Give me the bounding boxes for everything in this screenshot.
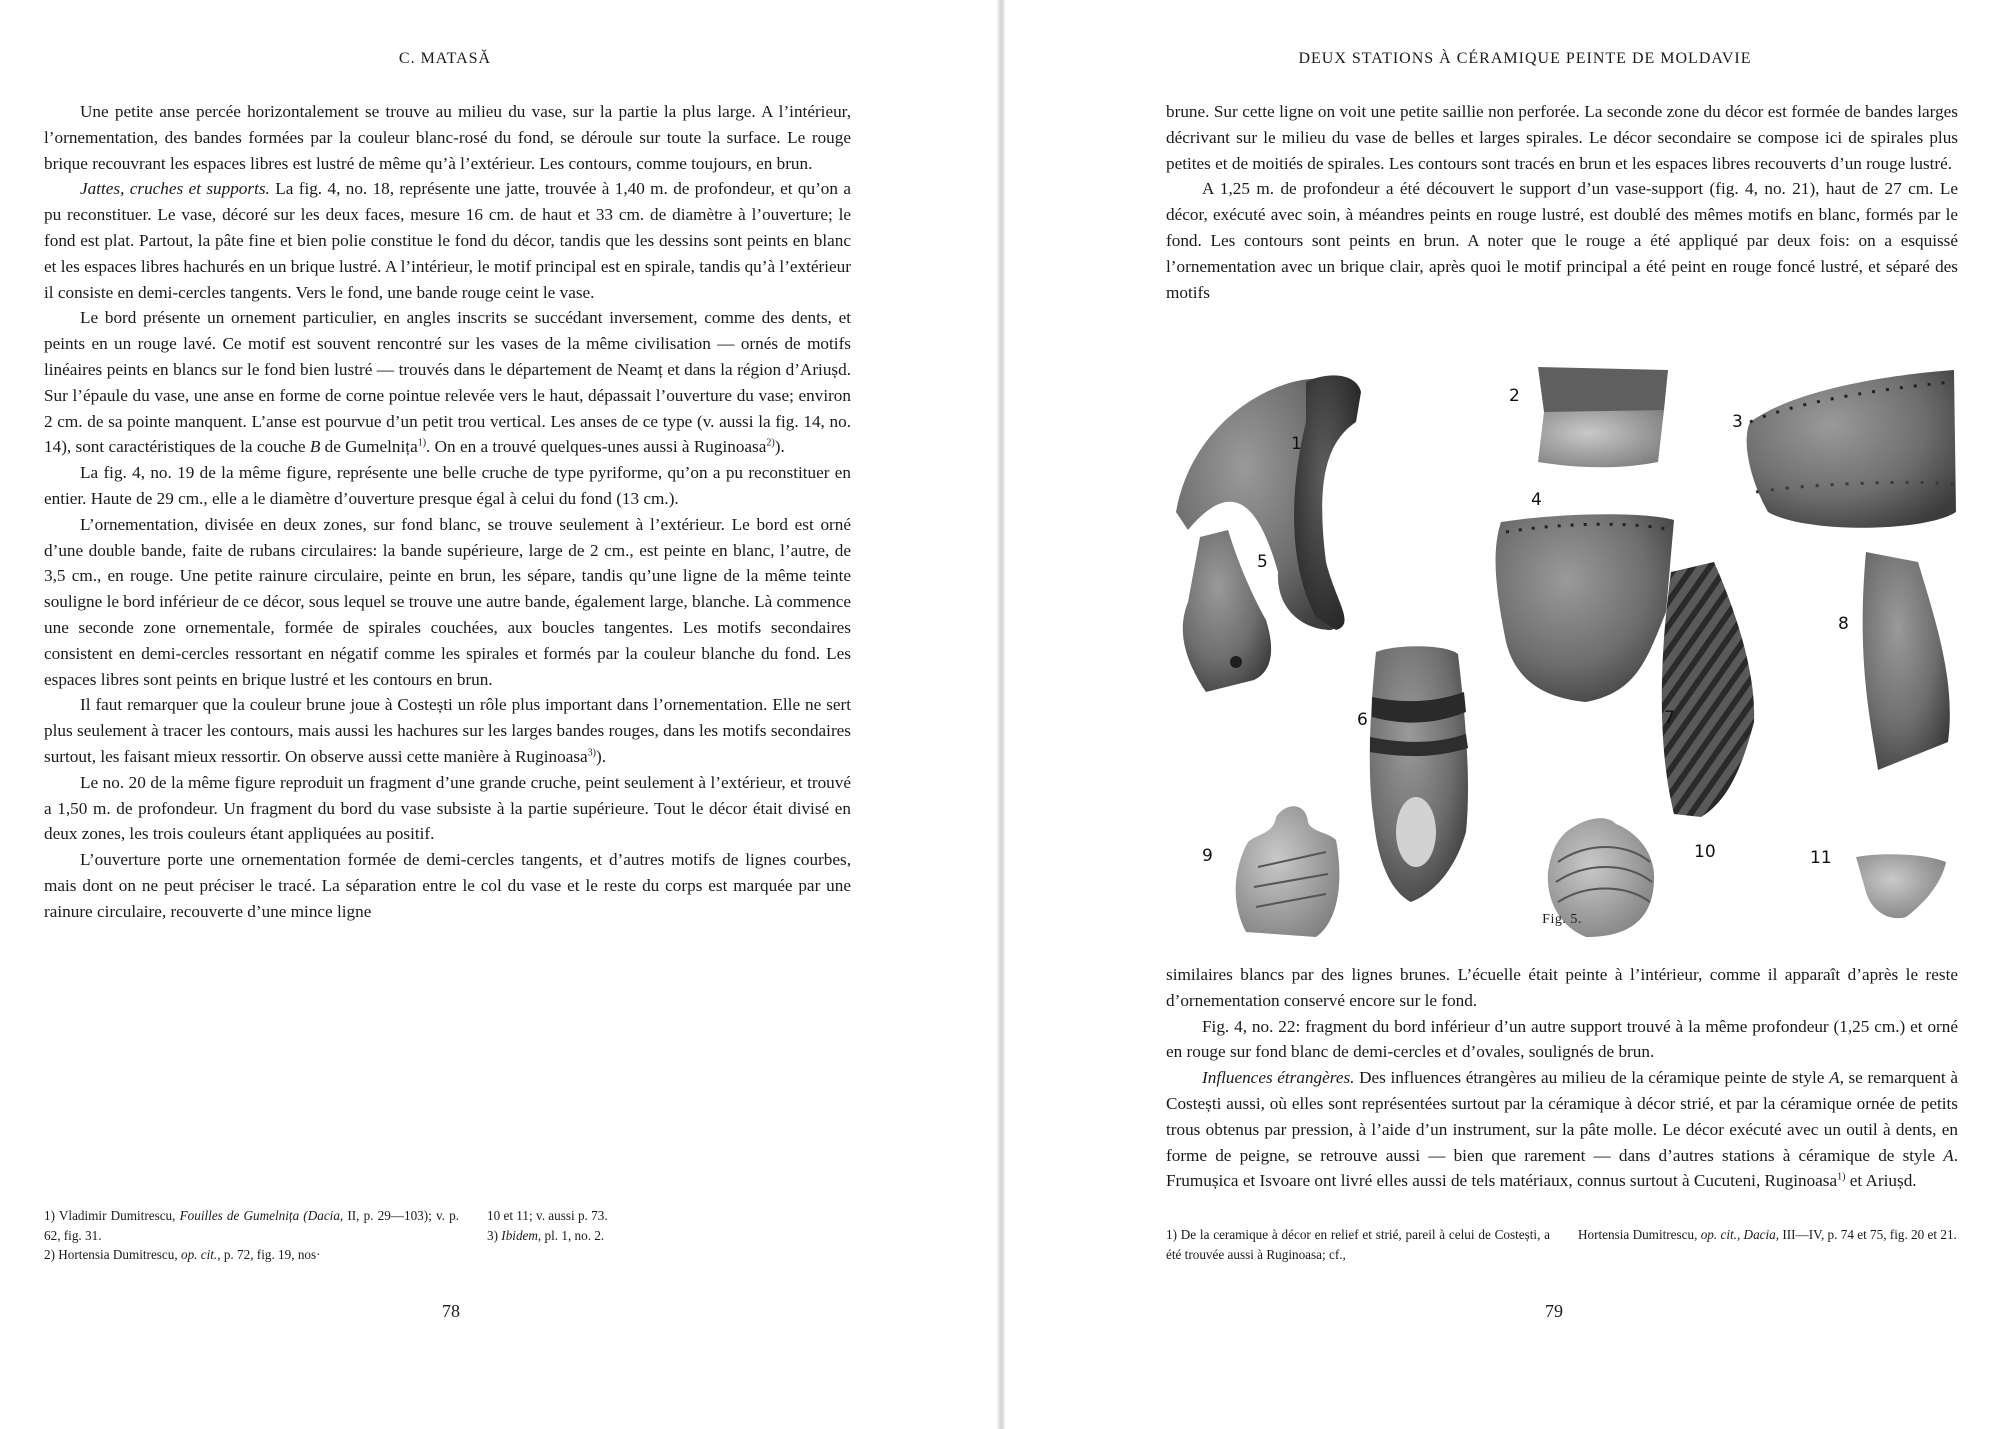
text-run: ). xyxy=(596,746,607,766)
text-run: B xyxy=(309,437,321,457)
paragraph xyxy=(44,770,851,847)
left-footnotes xyxy=(44,1206,856,1265)
footnote-ref: 3) xyxy=(587,747,596,759)
text-run: Fouilles de Gumelnița (Dacia, xyxy=(179,1208,344,1223)
running-head-left: C. MATASĂ xyxy=(398,50,492,67)
paragraph: similaires blancs par des lignes brunes. L’écuelle était peinte à l’intérieur, comme il apparaît d’après le reste d’ornementation conservé encore sur le fond. xyxy=(1166,965,1958,1010)
text-run: . On en a trouvé quelques-unes aussi à Ruginoasa xyxy=(426,437,767,457)
paragraph xyxy=(1166,1065,1958,1194)
footnote-3 xyxy=(487,1226,856,1246)
text-run: , p. 72, fig. 19, nos· xyxy=(217,1247,321,1262)
text-run: A xyxy=(1829,1068,1840,1088)
shard-3 xyxy=(1747,370,1956,528)
figure-number-7: 7 xyxy=(1664,708,1675,728)
footnote-column xyxy=(44,1206,459,1265)
paragraph xyxy=(44,99,851,176)
shard-8 xyxy=(1863,552,1950,770)
text-run: de Gumelnița xyxy=(320,437,418,457)
footnote-2 xyxy=(44,1245,459,1265)
right-page xyxy=(1000,0,2000,1429)
shard-6-oval xyxy=(1396,797,1436,867)
text-run: , pl. 1, no. 2. xyxy=(537,1227,605,1243)
left-body-text xyxy=(44,99,851,925)
paragraph xyxy=(44,847,851,924)
text-run: III—IV, p. 74 et 75, fig. 20 et 21. xyxy=(1779,1227,1957,1242)
text-run: ). xyxy=(774,437,785,457)
footnote-ref: 1) xyxy=(1837,1171,1846,1183)
figure-number-1: 1 xyxy=(1291,434,1302,454)
section-heading-inline: Jattes, cruches et supports. xyxy=(80,179,270,199)
right-body-text-top xyxy=(1166,99,1958,305)
figure-caption: Fig. 5. xyxy=(1542,912,1582,927)
text-run: Une petite anse percée horizontalement se trouve au milieu du vase, sur la partie la plus large. A l’intérieur, l’ornementation, des bandes formées par la couleur blanc-rosé du fond, se déroule sur toute la surface. Le rouge brique recouvrant les espaces libres est lustré de même qu’à l’extérieur. Les contours, comme toujours, en brun. xyxy=(44,102,851,173)
footnote-column xyxy=(487,1206,856,1265)
text-run: et Ariușd. xyxy=(1845,1171,1917,1191)
paragraph: brune. Sur cette ligne on voit une petite saillie non perforée. La seconde zone du décor est formée de bandes larges décrivant sur le milieu du vase de belles et larges spirales. Le décor secondaire se compose ici de spirales plus petites et de moitiés de spirales. Les contours sont tracés en brun et les espaces libres recouverts d’un rouge lustré. xyxy=(1166,102,1958,173)
text-run: 2) Hortensia Dumitrescu, xyxy=(44,1247,181,1262)
figure-5-pottery-fragments xyxy=(1166,362,1958,938)
figure-number-9: 9 xyxy=(1202,846,1213,866)
footnote-2-continued: 10 et 11; v. aussi p. 73. xyxy=(487,1208,608,1223)
text-run: Ibidem xyxy=(501,1227,538,1243)
footnote-ref: 2) xyxy=(766,437,775,449)
text-run: L’ornementation, divisée en deux zones, sur fond blanc, se trouve seulement à l’extérieur. Le bord est orné d’une double bande, faite de rubans circulaires: la bande supérieure, large de 2 cm., est peinte en blanc, l’autre, de 3,5 cm., en rouge. Une petite rainure circulaire, peinte en brun, les sépare, tandis qu’une ligne de la même teinte souligne le bord inférieur de ce décor, sous lequel se trouve une autre bande, également large, blanche. Là commence une seconde zone ornementale, formée de spirales couchées, aux boucles tangentes. Les motifs secondaires consistent en demi-cercles ressortant en négatif comme les spirales et formés par la couleur blanche du fond. Les espaces libres sont peints en brique lustré et les contours en brun. xyxy=(44,514,851,689)
text-run: . Frumușica et Isvoare ont livré elles aussi de tels matériaux, connus surtout à Cucuteni, Ruginoasa xyxy=(1166,1145,1958,1191)
paragraph xyxy=(44,460,851,512)
text-run: La fig. 4, no. 19 de la même figure, représente une belle cruche de type pyriforme, qu’on a pu reconstituer en entier. Haute de 29 cm., elle a le diamètre d’ouverture presque égal à celui du fond (13 cm.). xyxy=(44,463,851,508)
footnote-ref: 1) xyxy=(417,437,427,449)
figure-number-8: 8 xyxy=(1838,614,1849,634)
shard-7 xyxy=(1662,562,1754,817)
text-run: II, p. 29—103); v. p. 62, fig. 31. xyxy=(44,1208,459,1243)
shard-4 xyxy=(1496,514,1674,702)
text-run: Le bord présente un ornement particulier, en angles inscrits se succédant inversement, comme des dents, et peints en un rouge lavé. Ce motif est souvent rencontré sur les vases de la même civilisation — ornés de motifs linéaires peints en blancs sur le fond bien lustré — trouvés dans le département de Neamț et dans la région d’Ariușd. Sur l’épaule du vase, une anse en forme de corne pointue relevée vers le haut, dépassait l’ouverture du vase; environ 2 cm. de sa pointe manquent. L’anse est pourvue d’un petit trou vertical. Les anses de ce type (v. aussi la fig. 14, no. 14), sont caractéristiques de la couche xyxy=(44,308,851,457)
text-run: Hortensia Dumitrescu, xyxy=(1578,1227,1701,1242)
figure-number-10: 10 xyxy=(1694,842,1716,862)
text-run: 1) Vladimir Dumitrescu, xyxy=(44,1208,180,1223)
figure-number-5: 5 xyxy=(1257,552,1268,572)
figure-number-3: 3 xyxy=(1732,412,1743,432)
shard-2-band xyxy=(1538,367,1668,413)
page-number-left: 78 xyxy=(442,1301,460,1321)
paragraph xyxy=(44,176,851,305)
text-run: Le no. 20 de la même figure reproduit un fragment d’une grande cruche, peint seulement à l’extérieur, et trouvé a 1,50 m. de profondeur. Un fragment du bord du vase subsiste à la partie supérieure. Tout le décor était divisé en deux zones, les trois couleurs étant appliquées au positif. xyxy=(44,772,851,844)
footnote-column xyxy=(1578,1225,1958,1264)
paragraph xyxy=(44,692,851,769)
text-run: Des influences étrangères au milieu de la céramique peinte de style xyxy=(1354,1068,1830,1088)
figure-number-11: 11 xyxy=(1810,848,1832,868)
pottery-fragments-illustration xyxy=(1166,362,1958,938)
right-footnotes xyxy=(1166,1225,1958,1264)
text-run: op. cit. xyxy=(180,1247,218,1262)
shard-11 xyxy=(1856,854,1946,918)
running-head-right: DEUX STATIONS À CÉRAMIQUE PEINTE DE MOLDAVIE xyxy=(1298,50,1752,67)
section-heading-inline: Influences étrangères. xyxy=(1202,1068,1355,1088)
text-run: A xyxy=(1943,1145,1954,1165)
paragraph: A 1,25 m. de profondeur a été découvert le support d’un vase-support (fig. 4, no. 21), haut de 27 cm. Le décor, exécuté avec soin, à méandres peints en rouge lustré, est doublé des mêmes motifs en blanc, formés par le fond. Les contours sont peints en brun. A noter que le rouge a été appliqué par deux fois: on a esquissé l’ornementation avec un brique clair, après quoi le motif principal a été peint en rouge foncé lustré, et séparé des motifs xyxy=(1166,179,1958,302)
text-run: , se remarquent à Costești aussi, où elles sont représentées surtout par la céramique à décor strié, et par la céramique ornée de petits trous obtenus par pression, à l’aide d’un instrument, sur la pâte molle. Le décor exécuté avec un outil à dents, en forme de peigne, se retrouve aussi — bien que rarement — dans d’autres stations à céramique de style xyxy=(1166,1068,1958,1165)
figure-number-6: 6 xyxy=(1357,710,1368,730)
shard-5-hole xyxy=(1230,656,1242,668)
figure-number-2: 2 xyxy=(1509,386,1520,406)
paragraph xyxy=(44,305,851,460)
text-run: Il faut remarquer que la couleur brune joue à Costești un rôle plus important dans l’ornementation. Elle ne sert plus seulement à tracer les contours, mais aussi les hachures sur les larges bandes rouges, dans les motifs secondaires surtout, les faisant mieux ressortir. On observe aussi cette manière à Ruginoasa xyxy=(44,695,851,766)
footnote-1: 1) De la ceramique à décor en relief et strié, pareil à celui de Costești, a été trouvée aussi à Ruginoasa; cf., xyxy=(1166,1227,1550,1262)
figure-number-4: 4 xyxy=(1531,490,1542,510)
footnote-1-continued xyxy=(1578,1225,1958,1245)
footnote-1 xyxy=(44,1206,459,1245)
paragraph xyxy=(44,512,851,693)
text-run: op. cit., Dacia, xyxy=(1700,1227,1780,1242)
text-run: La fig. 4, no. 18, représente une jatte, trouvée à 1,40 m. de profondeur, et qu’on a pu reconstituer. Le vase, décoré sur les deux faces, mesure 16 cm. de haut et 33 cm. de diamètre à l’ouverture; le fond est plat. Partout, la pâte fine et bien polie constitue le fond du décor, tandis que les dessins sont peints en blanc et les espaces libres hachurés en un brique lustré. A l’intérieur, le motif principal est en spirale, tandis qu’à l’extérieur il consiste en demi-cercles tangents. Vers le fond, une bande rouge ceint le vase. xyxy=(44,179,851,302)
text-run: L’ouverture porte une ornementation formée de demi-cercles tangents, et d’autres motifs de lignes courbes, mais dont on ne peut préciser le tracé. La séparation entre le col du vase et le reste du corps est marquée par une rainure circulaire, recouverte d’une mince ligne xyxy=(44,850,851,921)
footnote-column xyxy=(1166,1225,1550,1264)
text-run: 3) xyxy=(487,1227,502,1243)
paragraph: Fig. 4, no. 22: fragment du bord inférieur d’un autre support trouvé à la même profondeur (1,25 cm.) et orné en rouge sur fond blanc de demi-cercles et d’ovales, soulignés de brun. xyxy=(1166,1016,1958,1062)
shard-2 xyxy=(1538,410,1664,467)
page-number-right: 79 xyxy=(1545,1301,1563,1321)
right-body-text-bottom xyxy=(1166,962,1958,1194)
